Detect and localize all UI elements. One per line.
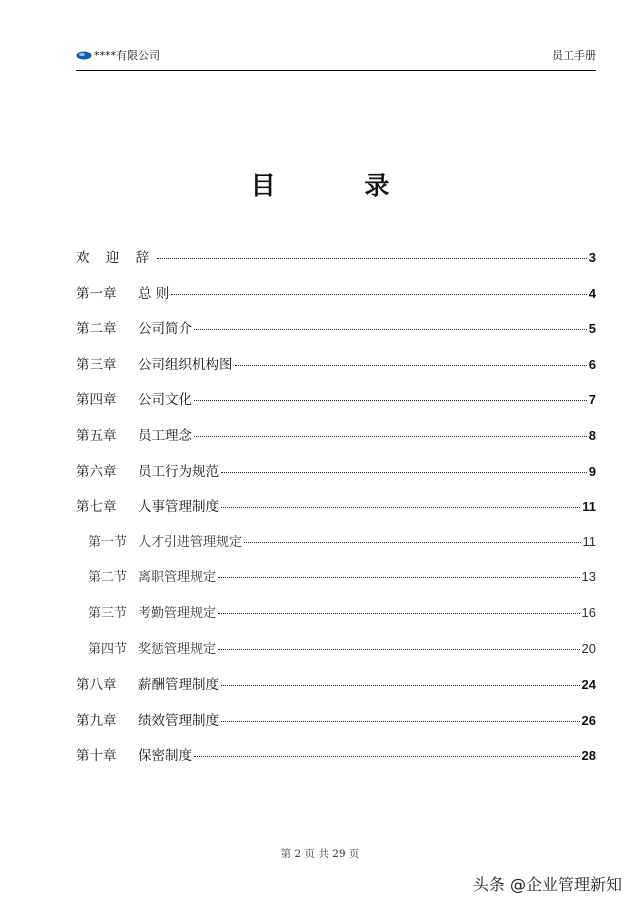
toc-section-entry[interactable] <box>88 602 596 624</box>
toc-chapter-entry[interactable] <box>76 246 596 268</box>
toc-entry-chapter: 第三章 <box>76 356 117 373</box>
toc-dot-leader <box>221 721 580 722</box>
toc-entry-page: 13 <box>581 569 596 585</box>
toc-dot-leader <box>194 436 587 437</box>
toc-entry-page: 28 <box>581 748 596 764</box>
toc-chapter-entry[interactable] <box>76 353 596 375</box>
toc-dot-leader <box>221 472 587 473</box>
toc-entry-page: 6 <box>588 356 596 372</box>
toc-entry-chapter: 第一章 <box>76 285 117 302</box>
toc-entry-name: 离职管理规定 <box>138 570 217 586</box>
watermark: 头条 @企业管理新知 <box>472 875 622 894</box>
company-name: ****有限公司 <box>94 49 160 62</box>
toc-dot-leader <box>171 294 586 295</box>
toc-entry-page: 20 <box>581 640 596 656</box>
toc-entry-chapter: 第十章 <box>76 748 117 765</box>
toc-entry-chapter: 第七章 <box>76 499 117 516</box>
page-footer: 第 2 页 共 29 页 <box>280 848 360 860</box>
toc-entry-page: 26 <box>581 712 596 728</box>
toc-entry-chapter: 第三节 <box>88 606 128 621</box>
toc-dot-leader <box>194 756 580 757</box>
toc-entry-name: 公司简介 <box>138 321 192 338</box>
toc-entry-name: 公司组织机构图 <box>138 356 233 373</box>
toc-entry-name: 奖惩管理规定 <box>138 641 217 657</box>
toc-dot-leader <box>194 400 587 401</box>
company-logo-icon <box>76 51 92 60</box>
toc-dot-leader <box>218 577 580 578</box>
toc-chapter-entry[interactable] <box>76 460 596 482</box>
toc-dot-leader <box>218 613 580 614</box>
toc-chapter-entry[interactable] <box>76 317 596 339</box>
toc-chapter-entry[interactable] <box>76 388 596 410</box>
toc-entry-chapter: 第五章 <box>76 428 117 444</box>
toc-title: 目 录 <box>250 171 430 200</box>
toc-section-entry[interactable] <box>88 566 596 588</box>
toc-entry-page: 11 <box>582 533 596 549</box>
document-name: 员工手册 <box>552 49 596 62</box>
toc-entry-chapter: 第九章 <box>76 712 117 729</box>
page-header <box>76 44 596 71</box>
toc-entry-page: 8 <box>588 428 596 443</box>
toc-chapter-entry[interactable] <box>76 744 596 766</box>
toc-chapter-entry[interactable] <box>76 673 596 695</box>
toc-entry-page: 7 <box>588 392 596 408</box>
toc-dot-leader <box>235 365 587 366</box>
toc-entry-name: 考勤管理规定 <box>138 606 217 621</box>
toc-dot-leader <box>194 329 587 330</box>
toc-entry-page: 11 <box>582 499 596 515</box>
toc-entry-chapter: 第四节 <box>88 641 128 657</box>
toc-chapter-entry[interactable] <box>76 709 596 731</box>
toc-entry-chapter: 第六章 <box>76 463 117 480</box>
toc-section-entry[interactable] <box>88 531 596 553</box>
company-name-block <box>76 47 160 63</box>
toc-entry-page: 9 <box>588 463 596 479</box>
toc-entry-chapter: 第一节 <box>88 534 128 550</box>
toc-dot-leader <box>221 507 580 508</box>
toc-entry-page: 24 <box>581 677 596 693</box>
toc-chapter-entry[interactable] <box>76 424 596 446</box>
toc-dot-leader <box>221 685 580 686</box>
toc-entry-chapter: 第四章 <box>76 392 117 409</box>
toc-entry-page: 16 <box>581 605 596 620</box>
toc-entry-chapter: 第八章 <box>76 677 117 694</box>
toc-entry-name: 员工行为规范 <box>138 463 219 480</box>
toc-entry-name: 人事管理制度 <box>138 499 219 516</box>
toc-section-entry[interactable] <box>88 638 596 660</box>
toc-entry-page: 5 <box>588 321 596 337</box>
toc-entry-name: 保密制度 <box>138 748 192 765</box>
toc-dot-leader <box>157 258 587 259</box>
toc-entry-chapter: 第二章 <box>76 321 117 338</box>
toc-entry-name: 总 则 <box>138 285 170 302</box>
toc-entry-page: 3 <box>588 250 596 265</box>
toc-entry-name: 绩效管理制度 <box>138 712 219 729</box>
toc-entry-name: 公司文化 <box>138 392 192 409</box>
toc-entry-name: 薪酬管理制度 <box>138 677 219 694</box>
toc-chapter-entry[interactable] <box>76 495 596 517</box>
toc-entry-name: 人才引进管理规定 <box>138 534 243 550</box>
toc-dot-leader <box>218 649 580 650</box>
toc-entry-chapter: 第二节 <box>88 570 128 586</box>
toc-dot-leader <box>244 542 580 543</box>
toc-chapter-entry[interactable] <box>76 282 596 304</box>
toc-entry-name: 员工理念 <box>138 428 192 444</box>
toc-entry-label: 欢 迎 辞 <box>76 250 156 266</box>
toc-entry-page: 4 <box>588 285 596 301</box>
